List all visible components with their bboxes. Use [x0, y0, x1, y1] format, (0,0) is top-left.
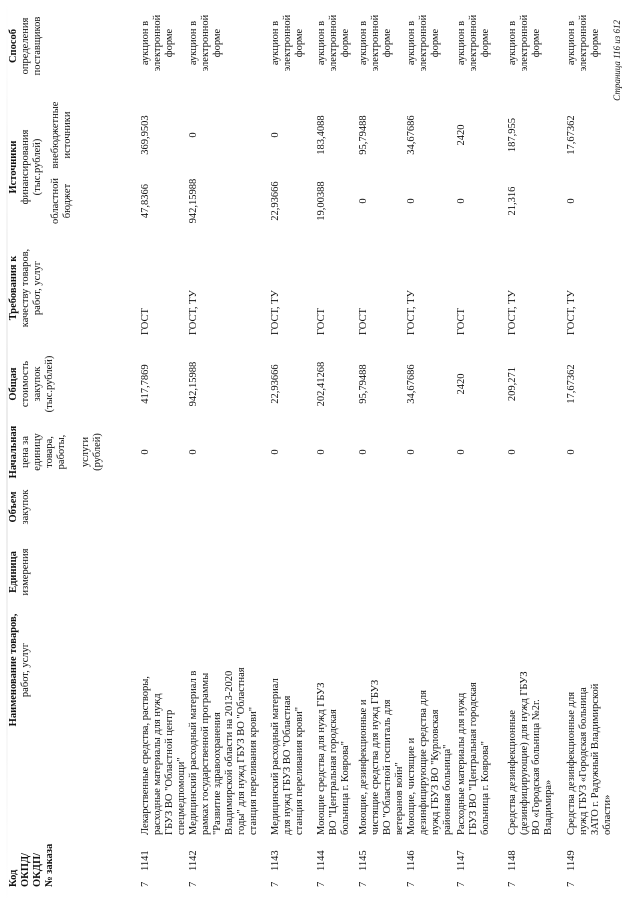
- row-number: 1146: [406, 850, 417, 871]
- row-extra-funding: 2420: [456, 124, 467, 146]
- row-code: 7: [507, 881, 518, 887]
- row-name: Моющие средства для нужд ГБУЗ ВО "Центральная городская больница г. Коврова": [316, 682, 351, 835]
- row-total: 2420: [456, 373, 467, 395]
- row-extra-funding: 183,4088: [316, 115, 327, 155]
- header-unit-price-line: цена за: [20, 436, 31, 468]
- header-requirements-line: качеству товаров,: [20, 248, 31, 328]
- row-code: 7: [188, 881, 199, 887]
- header-funding-extra: [50, 98, 74, 172]
- header-code-line: ОКДП/: [32, 852, 43, 887]
- header-method-line: определения: [20, 17, 31, 75]
- header-unit-price-line: [68, 419, 80, 485]
- row-unit-price: 0: [566, 449, 577, 455]
- row-method: аукцион в электронной форме: [566, 14, 601, 72]
- header-unit-price-line: работы,: [56, 434, 67, 470]
- header-name: [8, 585, 32, 755]
- header-method: [8, 5, 44, 87]
- row-number: 1141: [140, 850, 151, 871]
- header-code-line: № заказа: [44, 843, 55, 887]
- header-funding-line: финансирования: [20, 129, 31, 205]
- row-total: 202,41268: [316, 361, 327, 407]
- header-unit-price-line: услуги: [80, 436, 91, 468]
- row-requirements: ГОСТ: [358, 308, 369, 335]
- header-code-line: Код: [8, 869, 19, 887]
- header-total-line: закупок: [32, 366, 43, 402]
- row-number: 1142: [188, 850, 199, 871]
- header-funding-sub-line: бюджет: [62, 183, 73, 219]
- row-number: 1147: [456, 850, 467, 871]
- header-funding-sub-line: областной: [50, 178, 61, 224]
- row-requirements: ГОСТ, ТУ: [566, 290, 577, 335]
- row-method: аукцион в электронной форме: [456, 14, 491, 72]
- row-budget: 0: [456, 198, 467, 204]
- row-unit-price: 0: [270, 449, 281, 455]
- row-budget: 22,93666: [270, 181, 281, 221]
- header-code-line: ОКПД/: [20, 852, 31, 887]
- row-requirements: ГОСТ: [140, 308, 151, 335]
- row-number: 1143: [270, 850, 281, 871]
- row-unit-price: 0: [406, 449, 417, 455]
- row-method: аукцион в электронной форме: [270, 14, 305, 72]
- row-method: аукцион в электронной форме: [140, 14, 175, 72]
- row-code: 7: [140, 881, 151, 887]
- header-total: [8, 347, 56, 421]
- header-total-line: стоимость: [20, 360, 31, 408]
- header-unit-price-line: Начальная: [8, 425, 19, 479]
- header-method-line: поставщиков: [32, 16, 43, 76]
- row-method: аукцион в электронной форме: [316, 14, 351, 72]
- row-unit-price: 0: [188, 449, 199, 455]
- row-budget: 19,00388: [316, 181, 327, 221]
- header-funding-line: (тыс.рублей): [32, 138, 43, 196]
- row-name: Средства дезинфекционные (дезинфицирующие) для нужд ГБУЗ ВО «Городская больница №2г. Владимира»: [507, 671, 554, 835]
- header-code: [8, 817, 56, 887]
- row-requirements: ГОСТ: [316, 308, 327, 335]
- row-requirements: ГОСТ, ТУ: [406, 290, 417, 335]
- row-name: Моющие, дезинфекционные и чистящие средства для нужд ГБУЗ ВО "Областной госпиталь для ветеранов войн": [358, 679, 405, 835]
- header-requirements-line: Требования к: [8, 255, 19, 321]
- row-name: Расходные материалы для нужд ГБУЗ ВО "Центральная городская больница г. Коврова": [456, 682, 491, 835]
- row-unit-price: 0: [507, 449, 518, 455]
- header-unit-price-line: товара,: [44, 436, 55, 468]
- row-method: аукцион в электронной форме: [358, 14, 393, 72]
- header-unit-price-line: (рублей): [92, 433, 103, 471]
- row-code: 7: [456, 881, 467, 887]
- row-total: 95,79488: [358, 364, 369, 404]
- row-code: 7: [316, 881, 327, 887]
- row-total: 34,67686: [406, 364, 417, 404]
- row-extra-funding: 95,79488: [358, 115, 369, 155]
- header-volume: [8, 477, 32, 537]
- row-extra-funding: 187,955: [507, 117, 518, 153]
- row-unit-price: 0: [316, 449, 327, 455]
- row-budget: 21,316: [507, 186, 518, 216]
- row-total: 17,67362: [566, 364, 577, 404]
- row-number: 1149: [566, 850, 577, 871]
- header-funding-sub-line: внебюджетные: [50, 101, 61, 169]
- row-extra-funding: 0: [188, 132, 199, 138]
- row-unit-price: 0: [456, 449, 467, 455]
- row-code: 7: [406, 881, 417, 887]
- row-requirements: ГОСТ: [456, 308, 467, 335]
- header-unit-price-line: единицу: [32, 433, 43, 471]
- header-name-line: работ, услуг: [20, 642, 31, 698]
- row-name: Средства дезинфекционные для нужд ГБУЗ «Городская больница ЗАТО г. Радужный Владимирской области»: [566, 683, 613, 835]
- header-requirements: [8, 236, 44, 340]
- header-requirements-line: работ, услуг: [32, 260, 43, 316]
- row-method: аукцион в электронной форме: [507, 14, 542, 72]
- row-name: Медицинский расходный материал для нужд ГБУЗ ВО "Областная станция переливания крови": [270, 678, 305, 835]
- header-method-line: Способ: [8, 28, 19, 64]
- header-unit-line: измерения: [20, 548, 31, 596]
- row-code: 7: [270, 881, 281, 887]
- header-total-line: (тыс.рублей): [44, 355, 55, 413]
- row-budget: 0: [566, 198, 577, 204]
- row-code: 7: [358, 881, 369, 887]
- row-unit-price: 0: [140, 449, 151, 455]
- row-budget: 942,15988: [188, 178, 199, 224]
- row-total: 417,7869: [140, 364, 151, 404]
- header-funding-budget: [50, 170, 74, 232]
- row-budget: 0: [406, 198, 417, 204]
- header-unit: [8, 539, 32, 605]
- row-requirements: ГОСТ, ТУ: [188, 290, 199, 335]
- row-code: 7: [566, 881, 577, 887]
- header-volume-line: Объем: [8, 491, 19, 523]
- header-total-line: Общая: [8, 367, 19, 401]
- page-number: Страница 116 из 612: [612, 20, 622, 101]
- row-method: аукцион в электронной форме: [188, 14, 223, 72]
- header-funding-sub-line: источники: [62, 111, 73, 159]
- row-budget: 0: [358, 198, 369, 204]
- row-number: 1145: [358, 850, 369, 871]
- row-name: Моющие, чистящие и дезинфицирующие средства для нужд ГБУЗ ВО "Курловская районная больница": [406, 690, 453, 835]
- row-number: 1148: [507, 850, 518, 871]
- row-name: Лекарственные средства, растворы, расходные материалы для нужд ГБУЗ ВО "Областной центр спецмедпомощи": [140, 676, 187, 835]
- header-unit-price: [8, 419, 104, 485]
- header-funding: [8, 101, 44, 233]
- row-budget: 47,8366: [140, 183, 151, 219]
- row-extra-funding: 0: [270, 132, 281, 138]
- row-total: 942,15988: [188, 361, 199, 407]
- row-name: Медицинский расходный материал в рамках государственной программы "Развитие здравоохранения Владимирской области на 2013-2020 годы" для нужд ГБУЗ ВО "Областная станция переливания крови": [188, 667, 259, 835]
- header-volume-line: закупок: [20, 489, 31, 525]
- header-funding-line: Источники: [8, 140, 19, 194]
- row-unit-price: 0: [358, 449, 369, 455]
- header-name-line: Наименование товаров,: [8, 613, 19, 727]
- row-total: 22,93666: [270, 364, 281, 404]
- row-number: 1144: [316, 850, 327, 871]
- row-extra-funding: 17,67362: [566, 115, 577, 155]
- row-total: 209,271: [507, 366, 518, 402]
- row-method: аукцион в электронной форме: [406, 14, 441, 72]
- row-extra-funding: 369,9503: [140, 115, 151, 155]
- row-requirements: ГОСТ, ТУ: [507, 290, 518, 335]
- row-requirements: ГОСТ, ТУ: [270, 290, 281, 335]
- header-unit-line: Единица: [8, 551, 19, 593]
- row-extra-funding: 34,67686: [406, 115, 417, 155]
